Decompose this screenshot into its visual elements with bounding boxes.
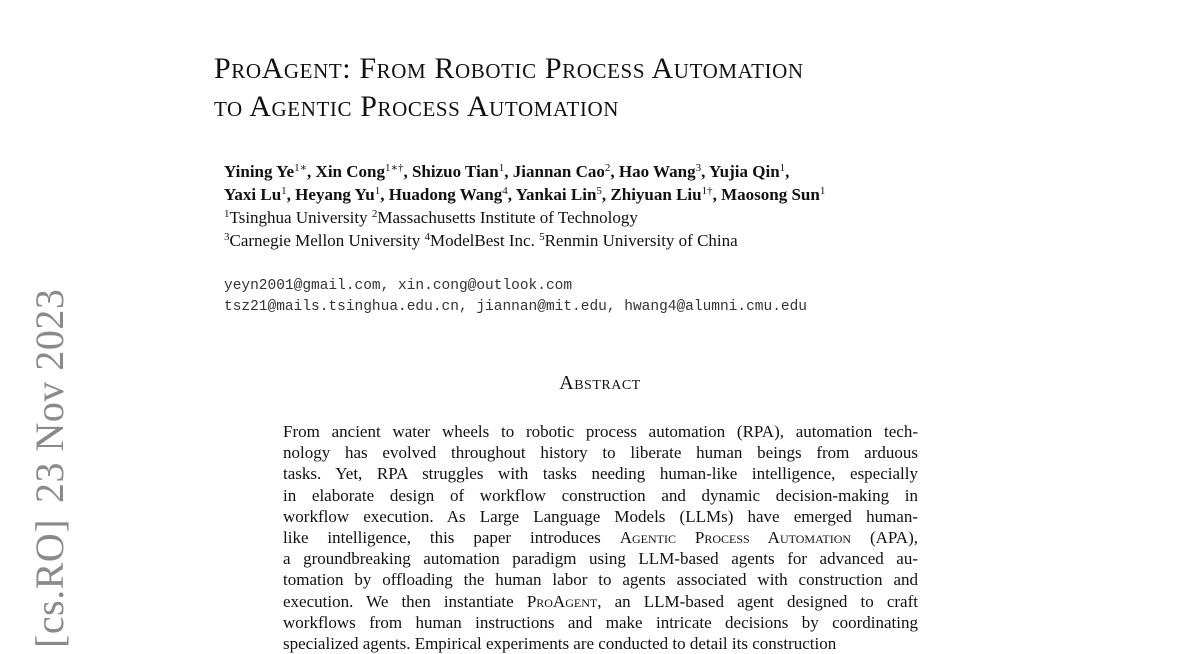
affiliation-tsinghua: Tsinghua University xyxy=(229,208,368,227)
author-separator: , xyxy=(307,162,316,181)
arxiv-side-stamp xyxy=(27,288,72,648)
author-name: Huadong Wang xyxy=(388,185,503,204)
abstract-line: execution. We then instantiate ProAgent, an LLM-based agent designed to craft xyxy=(283,591,918,611)
author-name: Jiannan Cao xyxy=(512,162,605,181)
affiliation-line-1 xyxy=(224,206,1104,229)
author-affiliation-mark: 1 xyxy=(819,185,826,197)
author-name: Yankai Lin xyxy=(515,185,597,204)
author-name: Hao Wang xyxy=(618,162,696,181)
affiliation-mit: Massachusetts Institute of Technology xyxy=(377,208,638,227)
author-affiliation-mark: 4 xyxy=(502,185,508,197)
author-separator: , xyxy=(610,162,619,181)
author-separator: , xyxy=(701,162,709,181)
author-separator: , xyxy=(380,185,389,204)
abstract-line: workflow execution. As Large Language Models (LLMs) have emerged human- xyxy=(283,506,918,526)
author-name: Maosong Sun xyxy=(721,185,820,204)
email-line-2: tsz21@mails.tsinghua.edu.cn, jiannan@mit.edu, hwang4@alumni.cmu.edu xyxy=(224,299,807,315)
abstract-line: workflows from human instructions and make intricate decisions by coordinating xyxy=(283,612,918,632)
author-affiliation-mark: 1 xyxy=(498,162,505,174)
author-line-1 xyxy=(224,160,1104,183)
author-affiliation-mark: 5 xyxy=(596,185,602,197)
abstract-heading: Abstract xyxy=(559,372,641,394)
title-line-1: ProAgent: From Robotic Process Automation xyxy=(214,52,804,85)
author-name: Yining Ye xyxy=(224,162,295,181)
affiliation-mark: 5 xyxy=(539,231,545,243)
abstract-line: a groundbreaking automation paradigm using LLM-based agents for advanced au- xyxy=(283,549,918,569)
abstract-line: From ancient water wheels to robotic process automation (RPA), automation tech- xyxy=(283,422,918,441)
affiliation-mark: 3 xyxy=(224,231,230,243)
abstract-line: tasks. Yet, RPA struggles with tasks needing human-like intelligence, especially xyxy=(283,464,918,484)
author-name: Yaxi Lu xyxy=(224,185,282,204)
author-affiliation-mark: 3 xyxy=(695,162,702,174)
author-separator: , xyxy=(286,185,296,204)
author-affiliation-mark: 2 xyxy=(604,162,611,174)
author-separator: , xyxy=(712,185,722,204)
author-affiliation-mark: 1 xyxy=(779,162,786,174)
affiliation-mark: 2 xyxy=(371,208,378,220)
author-separator: , xyxy=(507,185,516,204)
author-name: Shizuo Tian xyxy=(411,162,499,181)
abstract-line: tomation by offloading the human labor to agents associated with construction and xyxy=(283,570,918,590)
author-block xyxy=(224,160,1104,252)
abstract-line: like intelligence, this paper introduces Agentic Process Automation (APA), xyxy=(283,527,918,547)
affiliation-mark: 1 xyxy=(224,208,230,220)
email-block xyxy=(224,276,807,318)
author-separator: , xyxy=(504,162,513,181)
author-name: Zhiyuan Liu xyxy=(610,185,702,204)
smallcaps-term: ProAgent xyxy=(526,591,598,611)
affiliation-modelbest: ModelBest Inc. xyxy=(430,231,535,250)
abstract-line: in elaborate design of workflow construction and dynamic decision-making in xyxy=(283,485,918,505)
affiliation-line-2 xyxy=(224,229,1104,252)
affiliation-cmu: Carnegie Mellon University xyxy=(229,231,421,250)
author-affiliation-mark: 1 xyxy=(281,185,287,197)
arxiv-category: [cs.RO] xyxy=(27,518,72,648)
affiliation-renmin: Renmin University of China xyxy=(544,231,738,250)
abstract-line: nology has evolved throughout history to liberate human beings from arduous xyxy=(283,443,918,463)
author-affiliation-mark: 1∗ xyxy=(294,162,308,174)
email-line-1: yeyn2001@gmail.com, xin.cong@outlook.com xyxy=(224,278,573,294)
author-separator: , xyxy=(403,162,412,181)
abstract-line: specialized agents. Empirical experiments are conducted to detail its construction xyxy=(283,633,837,653)
author-affiliation-mark: 1 xyxy=(374,185,381,197)
smallcaps-term: Agentic Process Automation xyxy=(619,527,852,547)
author-separator: , xyxy=(785,162,790,181)
author-line-2 xyxy=(224,183,1104,206)
author-separator: , xyxy=(601,185,611,204)
author-name: Yujia Qin xyxy=(708,162,780,181)
paper-title xyxy=(214,50,1074,126)
arxiv-date: 23 Nov 2023 xyxy=(27,288,72,503)
author-affiliation-mark: 1∗† xyxy=(384,162,404,174)
author-name: Xin Cong xyxy=(315,162,385,181)
title-line-2: to Agentic Process Automation xyxy=(214,90,620,123)
affiliation-mark: 4 xyxy=(424,231,430,243)
author-name: Heyang Yu xyxy=(295,185,375,204)
abstract-body xyxy=(283,421,918,654)
author-affiliation-mark: 1† xyxy=(701,185,713,197)
